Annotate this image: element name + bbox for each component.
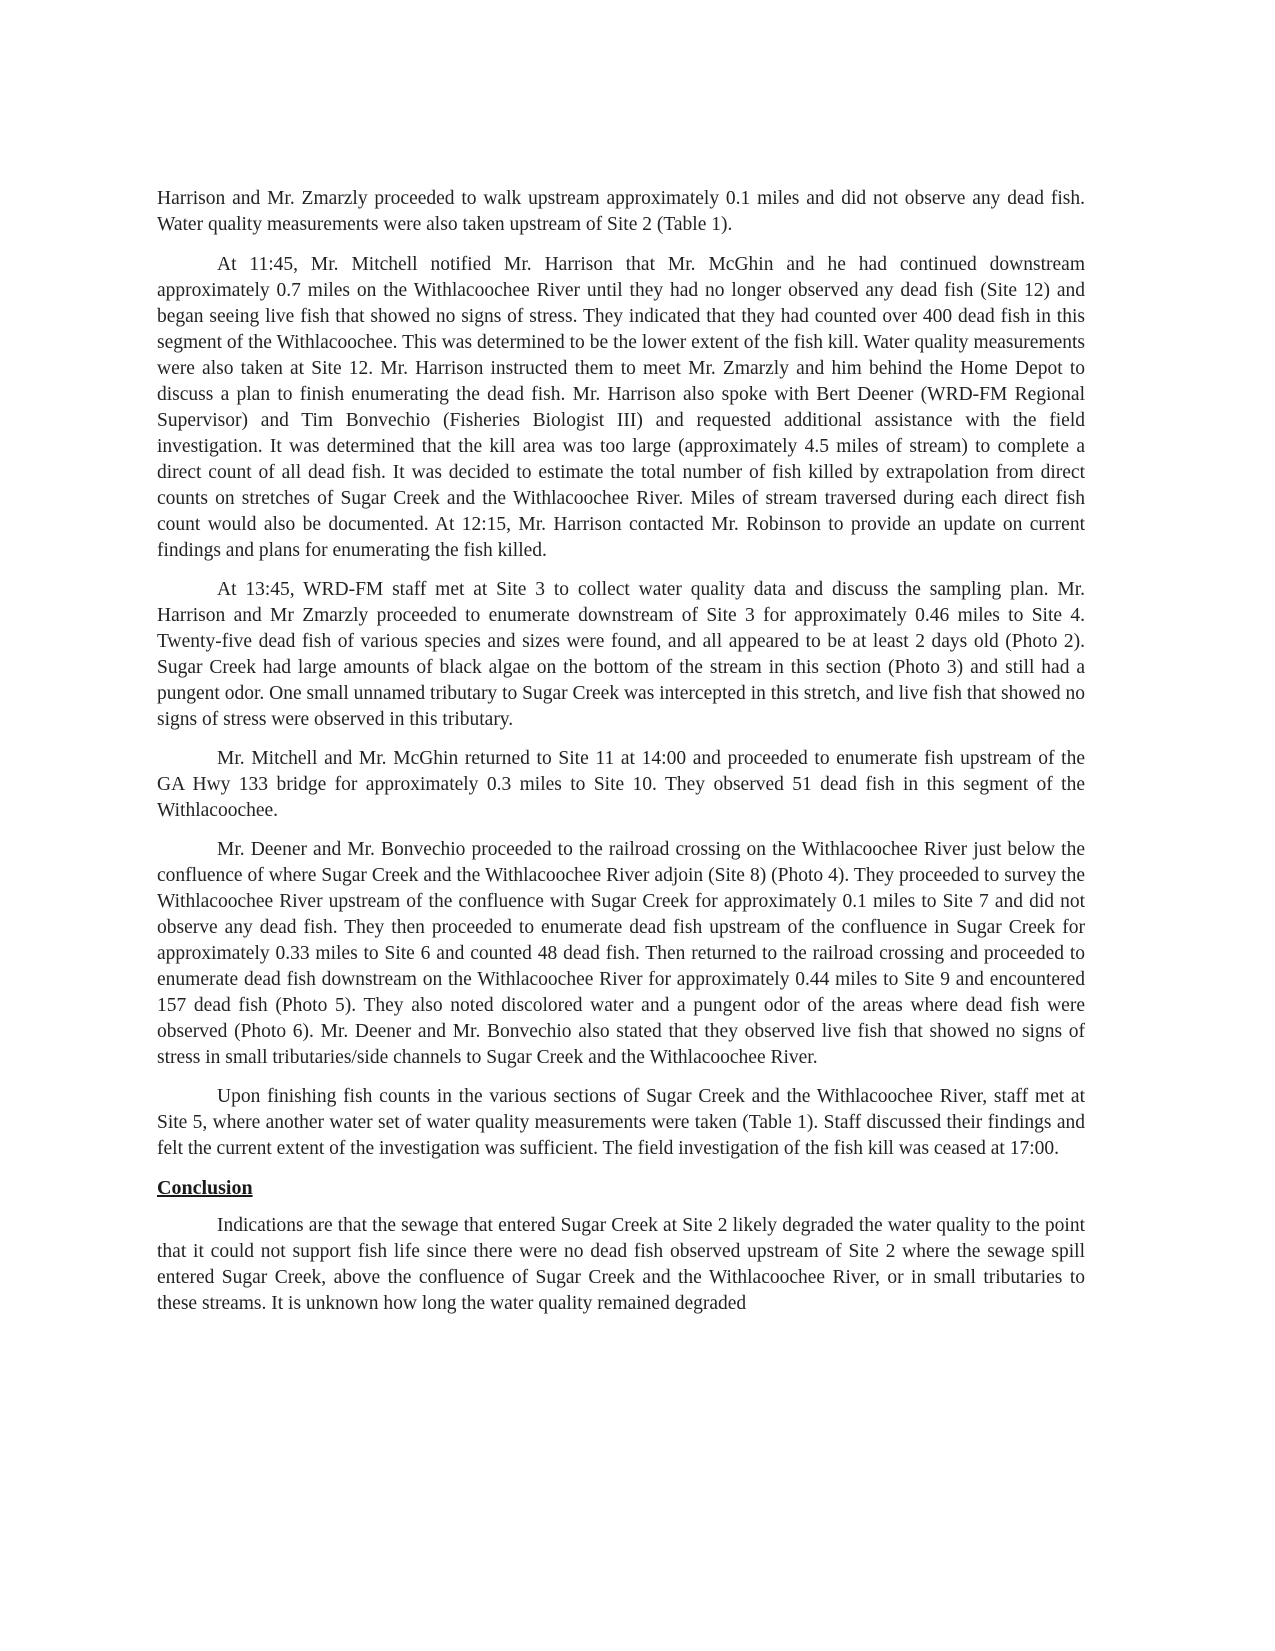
paragraph-site11: Mr. Mitchell and Mr. McGhin returned to Site 11 at 14:00 and proceeded to enumerate fish upstream of the GA Hwy 133 bridge for approximately 0.3 miles to Site 10. They observed 51 dead fish in this segment of the Withlacoochee. [157,748,1085,821]
paragraph-site5-finish: Upon finishing fish counts in the various sections of Sugar Creek and the Withlacoochee River, staff met at Site 5, where another water set of water quality measurements were taken (Table 1). Staff discussed their findings and felt the current extent of the investigation was sufficient. The field investigation of the fish kill was ceased at 17:00. [157,1086,1085,1159]
paragraph-railroad-crossing: Mr. Deener and Mr. Bonvechio proceeded to the railroad crossing on the Withlacoochee River just below the confluence of where Sugar Creek and the Withlacoochee River adjoin (Site 8) (Photo 4). They proceeded to survey the Withlacoochee River upstream of the confluence with Sugar Creek for approximately 0.1 miles to Site 7 and did not observe any dead fish. They then proceeded to enumerate dead fish upstream of the confluence in Sugar Creek for approximately 0.33 miles to Site 6 and counted 48 dead fish. Then returned to the railroad crossing and proceeded to enumerate dead fish downstream on the Withlacoochee River for approximately 0.44 miles to Site 9 and encountered 157 dead fish (Photo 5). They also noted discolored water and a pungent odor of the areas where dead fish were observed (Photo 6). Mr. Deener and Mr. Bonvechio also stated that they observed live fish that showed no signs of stress in small tributaries/side channels to Sugar Creek and the Withlacoochee River. [157,839,1085,1068]
paragraph-continuation: Harrison and Mr. Zmarzly proceeded to walk upstream approximately 0.1 miles and did not observe any dead fish. Water quality measurements were also taken upstream of Site 2 (Table 1). [157,188,1085,235]
document-body [157,186,1085,1330]
conclusion-paragraph: Indications are that the sewage that entered Sugar Creek at Site 2 likely degraded the water quality to the point that it could not support fish life since there were no dead fish observed upstream of Site 2 where the sewage spill entered Sugar Creek, above the confluence of Sugar Creek and the Withlacoochee River, or in small tributaries to these streams. It is unknown how long the water quality remained degraded [157,1215,1085,1314]
conclusion-heading: Conclusion [157,1177,253,1199]
paragraph-1145-notification: At 11:45, Mr. Mitchell notified Mr. Harrison that Mr. McGhin and he had continued downstream approximately 0.7 miles on the Withlacoochee River until they had no longer observed any dead fish (Site 12) and began seeing live fish that showed no signs of stress. They indicated that they had counted over 400 dead fish in this segment of the Withlacoochee. This was determined to be the lower extent of the fish kill. Water quality measurements were also taken at Site 12. Mr. Harrison instructed them to meet Mr. Zmarzly and him behind the Home Depot to discuss a plan to finish enumerating the dead fish. Mr. Harrison also spoke with Bert Deener (WRD-FM Regional Supervisor) and Tim Bonvechio (Fisheries Biologist III) and requested additional assistance with the field investigation. It was determined that the kill area was too large (approximately 4.5 miles of stream) to complete a direct count of all dead fish. It was decided to estimate the total number of fish killed by extrapolation from direct counts on stretches of Sugar Creek and the Withlacoochee River. Miles of stream traversed during each direct fish count would also be documented. At 12:15, Mr. Harrison contacted Mr. Robinson to provide an update on current findings and plans for enumerating the fish killed. [157,254,1085,561]
paragraph-1345-site3: At 13:45, WRD-FM staff met at Site 3 to collect water quality data and discuss the sampling plan. Mr. Harrison and Mr Zmarzly proceeded to enumerate downstream of Site 3 for approximately 0.46 miles to Site 4. Twenty-five dead fish of various species and sizes were found, and all appeared to be at least 2 days old (Photo 2). Sugar Creek had large amounts of black algae on the bottom of the stream in this section (Photo 3) and still had a pungent odor. One small unnamed tributary to Sugar Creek was intercepted in this stretch, and live fish that showed no signs of stress were observed in this tributary. [157,579,1085,730]
